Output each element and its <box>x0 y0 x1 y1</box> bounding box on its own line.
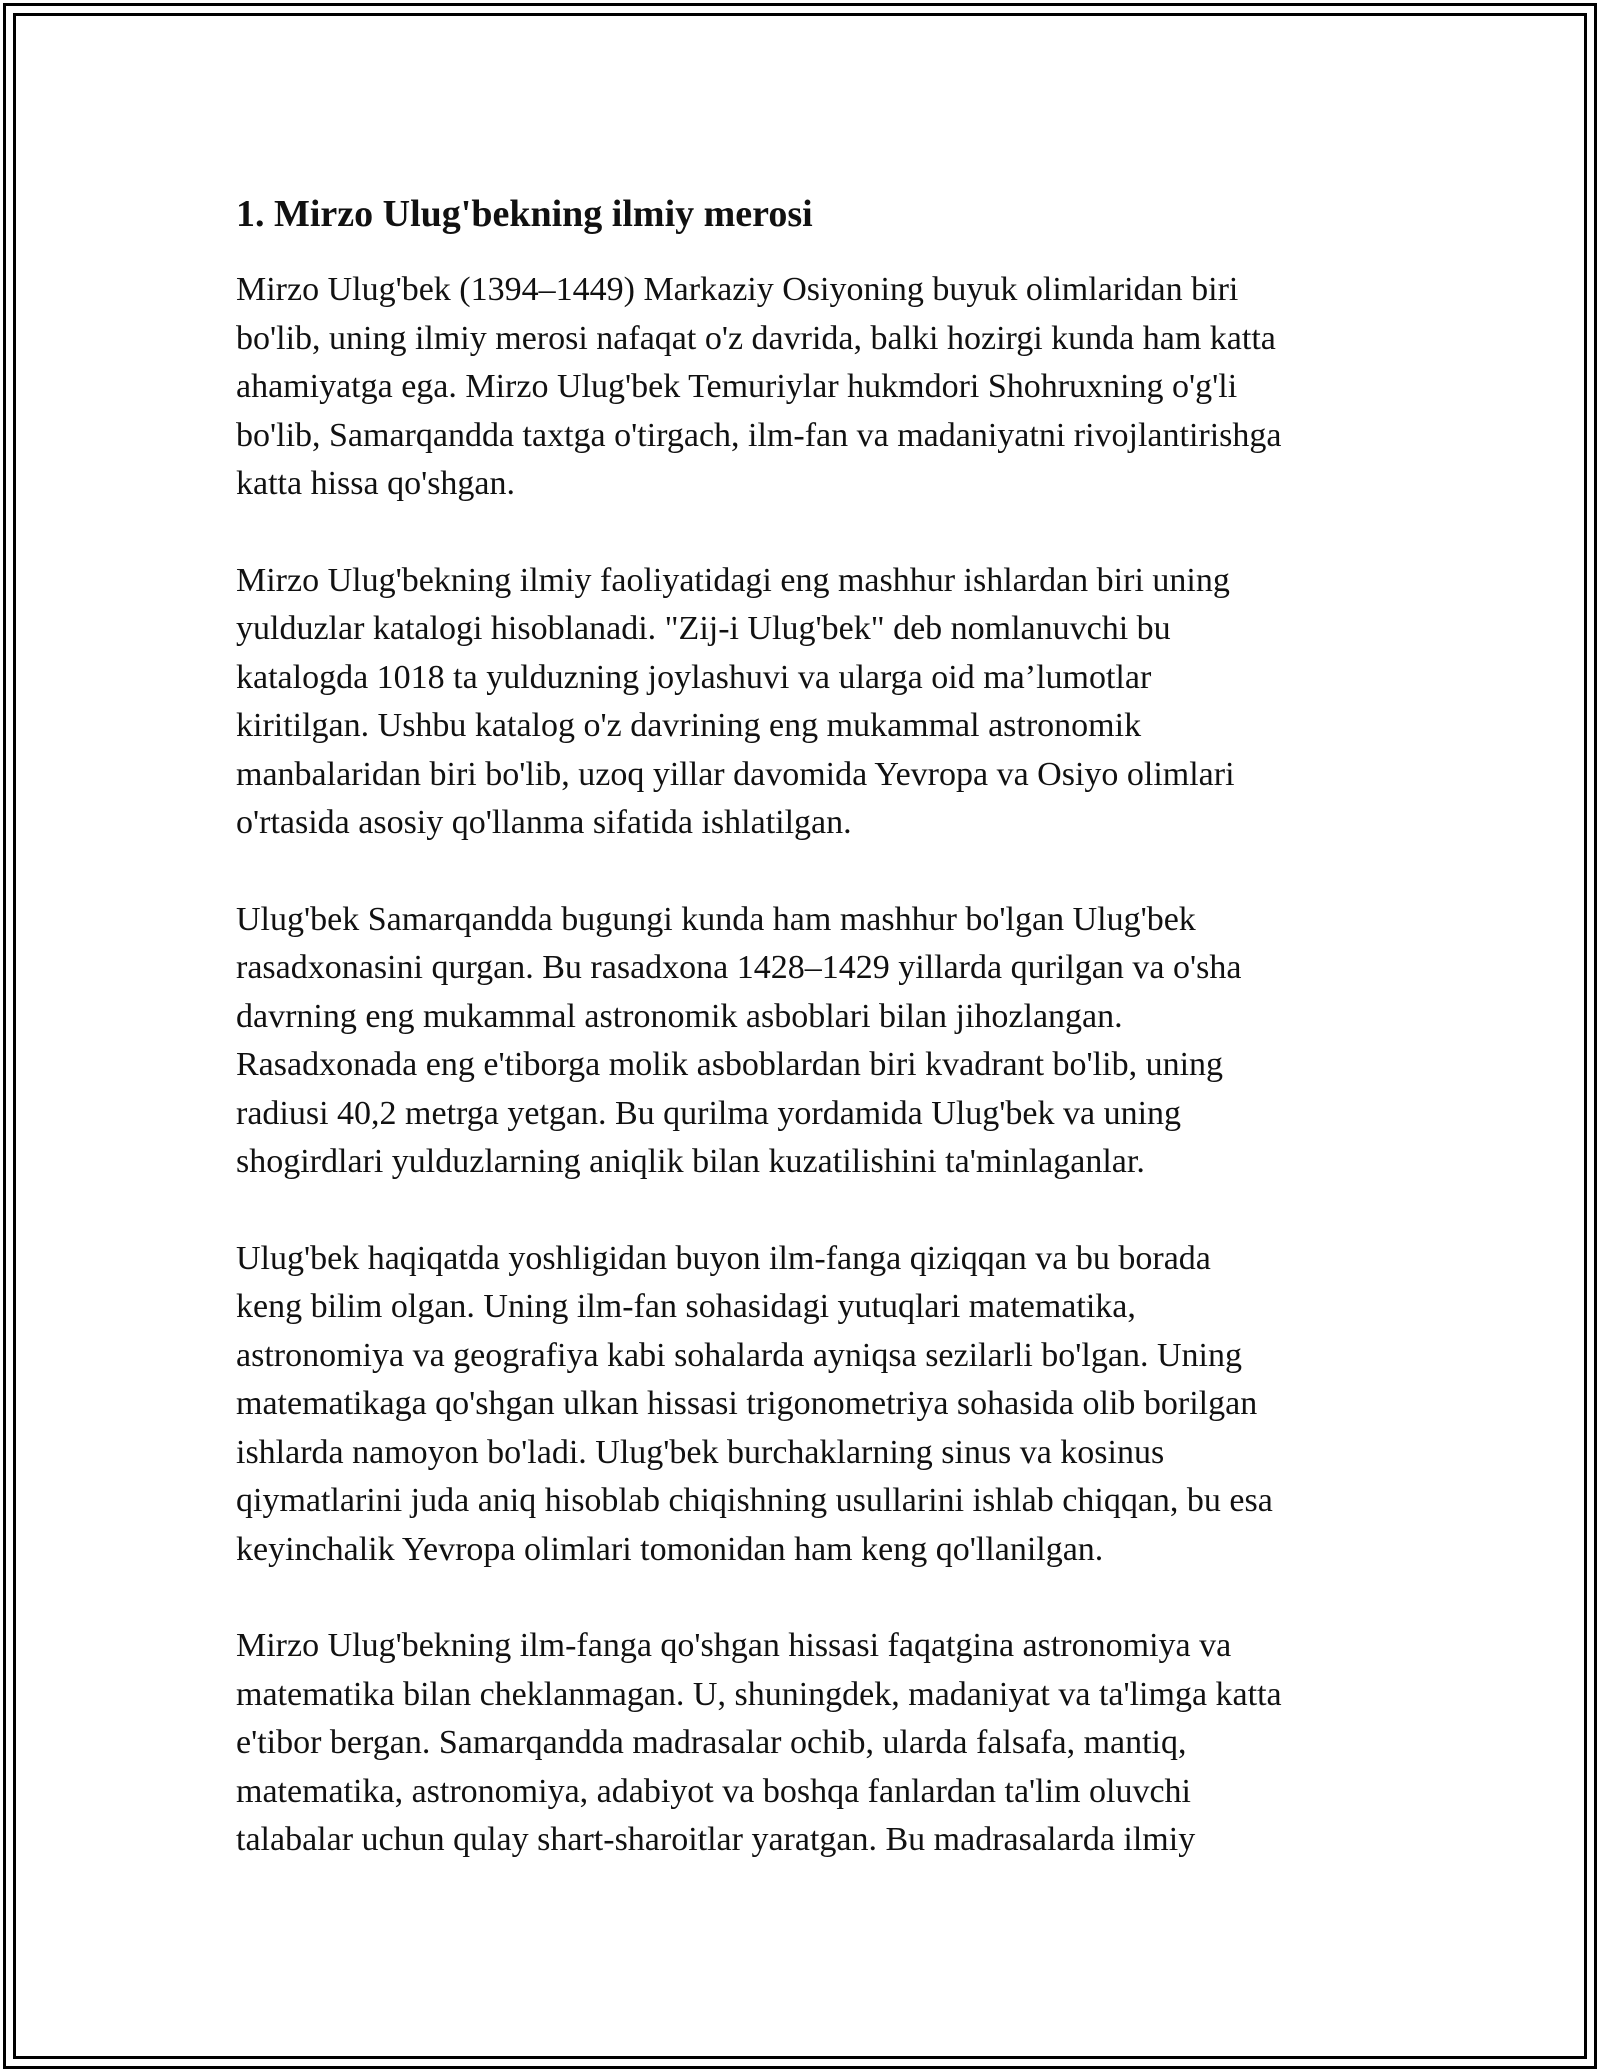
paragraph-4 <box>236 1235 1386 1575</box>
text-line: o'rtasida asosiy qo'llanma sifatida ishlatilgan. <box>236 804 852 841</box>
text-line: davrning eng mukammal astronomik asboblari bilan jihozlangan. <box>236 997 1123 1035</box>
paragraph-2 <box>236 557 1386 848</box>
text-line: astronomiya va geografiya kabi sohalarda ayniqsa sezilarli bo'lgan. Uning <box>236 1336 1242 1374</box>
text-line: katalogda 1018 ta yulduzning joylashuvi va ularga oid ma’lumotlar <box>236 658 1152 696</box>
text-line: bo'lib, Samarqandda taxtga o'tirgach, ilm-fan va madaniyatni rivojlantirishga <box>236 416 1282 454</box>
text-line: bo'lib, uning ilmiy merosi nafaqat o'z davrida, balki hozirgi kunda ham katta <box>236 319 1276 357</box>
text-line: matematika, astronomiya, adabiyot va boshqa fanlardan ta'lim oluvchi <box>236 1772 1192 1810</box>
text-line: talabalar uchun qulay shart-sharoitlar yaratgan. Bu madrasalarda ilmiy <box>236 1821 1196 1858</box>
text-line: keyinchalik Yevropa olimlari tomonidan ham keng qo'llanilgan. <box>236 1530 1104 1568</box>
text-line: Mirzo Ulug'bekning ilmiy faoliyatidagi eng mashhur ishlardan biri uning <box>236 561 1230 599</box>
text-line: Ulug'bek haqiqatda yoshligidan buyon ilm-fanga qiziqqan va bu borada <box>236 1239 1211 1277</box>
text-line: Mirzo Ulug'bek (1394–1449) Markaziy Osiyoning buyuk olimlaridan biri <box>236 271 1239 308</box>
text-line: ahamiyatga ega. Mirzo Ulug'bek Temuriylar hukmdori Shohruxning o'g'li <box>236 368 1238 405</box>
text-line: shogirdlari yulduzlarning aniqlik bilan kuzatilishini ta'minlaganlar. <box>236 1143 1145 1180</box>
text-line: yulduzlar katalogi hisoblanadi. "Zij-i Ulug'bek" deb nomlanuvchi bu <box>236 610 1171 647</box>
paragraph-3 <box>236 896 1386 1187</box>
text-line: qiymatlarini juda aniq hisoblab chiqishning usullarini ishlab chiqqan, bu esa <box>236 1482 1273 1519</box>
section-heading: 1. Mirzo Ulug'bekning ilmiy merosi <box>236 193 813 235</box>
text-line: katta hissa qo'shgan. <box>236 465 516 502</box>
text-line: keng bilim olgan. Uning ilm-fan sohasidagi yutuqlari matematika, <box>236 1288 1136 1325</box>
paragraph-5 <box>236 1622 1386 1865</box>
text-line: matematika bilan cheklanmagan. U, shuningdek, madaniyat va ta'limga katta <box>236 1675 1282 1713</box>
text-line: rasadxonasini qurgan. Bu rasadxona 1428–1429 yillarda qurilgan va o'sha <box>236 949 1242 986</box>
text-line: manbalaridan biri bo'lib, uzoq yillar davomida Yevropa va Osiyo olimlari <box>236 755 1235 793</box>
text-line: kiritilgan. Ushbu katalog o'z davrining eng mukammal astronomik <box>236 707 1142 744</box>
text-line: Mirzo Ulug'bekning ilm-fanga qo'shgan hissasi faqatgina astronomiya va <box>236 1627 1232 1664</box>
text-line: ishlarda namoyon bo'ladi. Ulug'bek burchaklarning sinus va kosinus <box>236 1433 1165 1471</box>
text-line: matematikaga qo'shgan ulkan hissasi trigonometriya sohasida olib borilgan <box>236 1385 1258 1422</box>
text-line: e'tibor bergan. Samarqandda madrasalar ochib, ularda falsafa, mantiq, <box>236 1724 1187 1761</box>
text-line: Ulug'bek Samarqandda bugungi kunda ham mashhur bo'lgan Ulug'bek <box>236 900 1196 938</box>
document-body <box>236 188 1386 1913</box>
text-line: radiusi 40,2 metrga yetgan. Bu qurilma yordamida Ulug'bek va uning <box>236 1094 1182 1132</box>
paragraph-1 <box>236 266 1386 509</box>
text-line: Rasadxonada eng e'tiborga molik asboblardan biri kvadrant bo'lib, uning <box>236 1046 1224 1083</box>
